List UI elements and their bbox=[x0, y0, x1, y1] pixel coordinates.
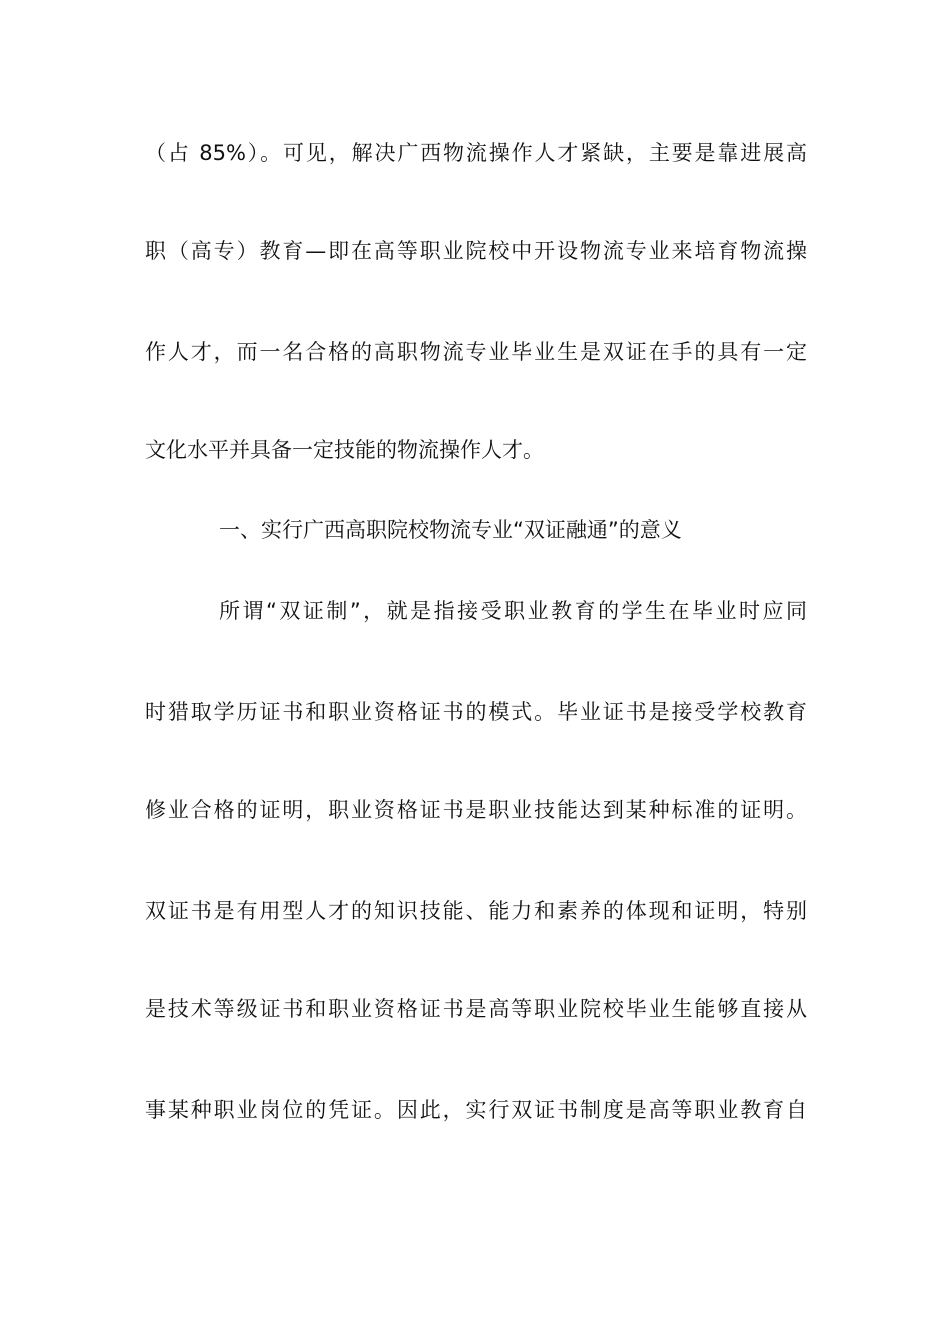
section-heading: 一、实行广西高职院校物流专业“双证融通”的意义 bbox=[219, 518, 682, 542]
paragraph-line: 所谓“双证制”，就是指接受职业教育的学生在毕业时应同 bbox=[219, 599, 807, 623]
paragraph-line: 修业合格的证明，职业资格证书是职业技能达到某种标准的证明。 bbox=[145, 798, 807, 822]
paragraph-line: 是技术等级证书和职业资格证书是高等职业院校毕业生能够直接从 bbox=[145, 997, 807, 1021]
paragraph-line: 文化水平并具备一定技能的物流操作人才。 bbox=[145, 438, 544, 462]
paragraph-line: 事某种职业岗位的凭证。因此，实行双证书制度是高等职业教育自 bbox=[145, 1098, 807, 1122]
paragraph-line: 作人才，而一名合格的高职物流专业毕业生是双证在手的具有一定 bbox=[145, 340, 807, 364]
paragraph-line: 时猎取学历证书和职业资格证书的模式。毕业证书是接受学校教育 bbox=[145, 700, 807, 724]
paragraph-line: 双证书是有用型人才的知识技能、能力和素养的体现和证明，特别 bbox=[145, 899, 807, 923]
paragraph-line: （占 85%）。可见，解决广西物流操作人才紧缺，主要是靠进展高 bbox=[145, 141, 807, 165]
paragraph-line: 职（高专）教育—即在高等职业院校中开设物流专业来培育物流操 bbox=[145, 239, 807, 263]
